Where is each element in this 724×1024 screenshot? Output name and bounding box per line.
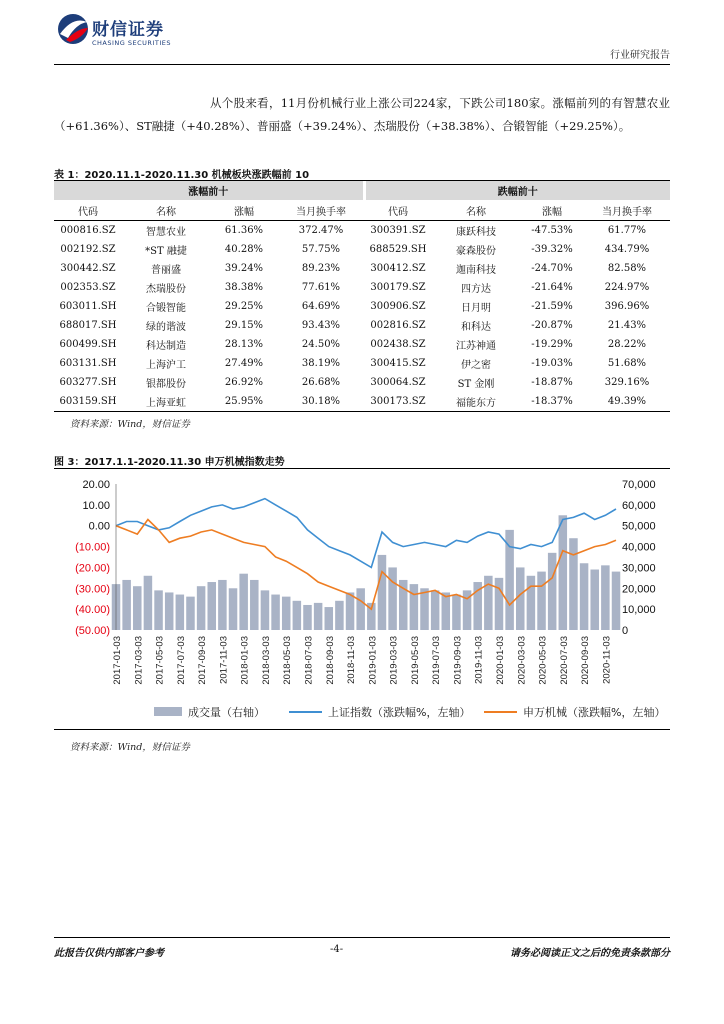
table-cell: 康跃科技 [456, 227, 496, 238]
right-axis-tick: 20,000 [622, 583, 656, 596]
page-number: -4- [330, 944, 344, 955]
volume-bar [144, 576, 153, 630]
table-cell: 603159.SH [54, 392, 122, 412]
table-cell: 300442.SZ [60, 263, 116, 274]
volume-bar [612, 572, 621, 630]
volume-bar [271, 595, 280, 630]
table-cell: 300906.SZ [370, 301, 426, 312]
volume-bar [559, 515, 568, 630]
footer-notice: 请务必阅读正文之后的免责条款部分 [510, 948, 670, 959]
right-axis-tick: 40,000 [622, 541, 656, 554]
table-cell: 64.69% [301, 301, 341, 312]
table-cell: 25.95% [210, 392, 278, 412]
table-cell: 27.49% [224, 358, 264, 369]
volume-bar [133, 586, 142, 630]
volume-bar [207, 582, 216, 630]
volume-bar [410, 584, 419, 630]
volume-bar [197, 586, 206, 630]
x-axis-tick: 2017-07-03 [175, 636, 187, 685]
shanghai-index-line [116, 499, 616, 568]
table-cell: -18.37% [520, 392, 584, 412]
volume-bar [378, 555, 387, 630]
table-cell: 300179.SZ [370, 282, 426, 293]
volume-bar [239, 574, 248, 630]
volume-bar [420, 588, 429, 630]
x-axis-tick: 2018-01-03 [239, 636, 251, 685]
x-axis-tick: 2017-01-03 [112, 636, 123, 685]
table-cell: *ST 融捷 [145, 246, 187, 257]
volume-bar [122, 580, 131, 630]
logo-text: 财信证券 [92, 20, 164, 40]
volume-bar [303, 605, 312, 630]
column-header: 代码 [54, 201, 122, 221]
table-cell: 603131.SH [59, 358, 117, 369]
table-row [54, 354, 670, 373]
ranking-table [54, 181, 670, 412]
table-row [54, 221, 670, 241]
right-axis-tick: 30,000 [622, 562, 656, 575]
legend-label: 成交量（右轴） [188, 706, 265, 719]
table-source: 资料来源：Wind，财信证券 [70, 419, 190, 430]
table-cell: 银都股份 [146, 379, 186, 390]
volume-bar [154, 590, 163, 630]
right-axis-tick: 0 [622, 625, 629, 637]
table-cell: 迦南科技 [456, 265, 496, 276]
table-cell: 51.68% [607, 358, 647, 369]
table-cell: 300415.SZ [370, 358, 426, 369]
table-cell: 29.15% [224, 320, 264, 331]
table-cell: ST 金刚 [457, 379, 495, 390]
table-cell: 89.23% [301, 263, 341, 274]
column-header: 涨幅 [210, 201, 278, 221]
volume-bar [261, 590, 270, 630]
x-axis-tick: 2017-03-03 [133, 636, 145, 685]
table-cell: 28.22% [607, 339, 647, 350]
x-axis-tick: 2017-05-03 [154, 636, 166, 685]
legend-label: 申万机械（涨跌幅%，左轴） [523, 706, 666, 719]
legend-label: 上证指数（涨跌幅%，左轴） [328, 706, 471, 719]
table-cell: -18.87% [531, 377, 573, 388]
figure-bottom-rule [54, 729, 670, 730]
table-cell: 77.61% [301, 282, 341, 293]
volume-bar [229, 588, 238, 630]
x-axis-tick: 2018-11-03 [346, 636, 358, 684]
volume-bar [495, 578, 504, 630]
column-header: 当月换手率 [584, 201, 670, 221]
index-trend-chart [54, 472, 670, 727]
table-cell: 396.96% [604, 301, 650, 312]
table-cell: 002353.SZ [60, 282, 116, 293]
left-axis-tick: (20.00) [75, 562, 110, 575]
left-axis-tick: (50.00) [75, 625, 110, 637]
table-cell: 300391.SZ [370, 225, 426, 236]
x-axis-tick: 2020-01-03 [494, 636, 506, 685]
x-axis-tick: 2019-03-03 [388, 636, 400, 685]
legend-swatch [154, 707, 182, 716]
table-row [54, 373, 670, 392]
table-cell: 28.13% [224, 339, 264, 350]
table-cell: 26.92% [224, 377, 264, 388]
table-cell: -24.70% [531, 263, 573, 274]
gain-group-header: 涨幅前十 [54, 181, 364, 201]
table-row [54, 259, 670, 278]
volume-bar [569, 538, 578, 630]
table-cell: 日月明 [461, 303, 491, 314]
footer-disclaimer: 此报告仅供内部客户参考 [54, 948, 164, 959]
volume-bar [505, 530, 514, 630]
table-cell: 上海沪工 [146, 360, 186, 371]
table-cell: 300412.SZ [370, 263, 426, 274]
figure-source: 资料来源：Wind，财信证券 [70, 742, 190, 753]
column-header: 名称 [432, 201, 520, 221]
table-cell: 40.28% [224, 244, 264, 255]
table-cell: 002816.SZ [370, 320, 426, 331]
x-axis-tick: 2018-07-03 [303, 636, 315, 685]
volume-bar [537, 572, 546, 630]
table-cell: 福能东方 [432, 392, 520, 412]
table-cell: 豪森股份 [456, 246, 496, 257]
x-axis-tick: 2019-05-03 [409, 636, 421, 685]
table-cell: 26.68% [301, 377, 341, 388]
table-cell: 93.43% [301, 320, 341, 331]
table-cell: 002438.SZ [370, 339, 426, 350]
table-cell: 603277.SH [59, 377, 117, 388]
column-header: 代码 [364, 201, 432, 221]
volume-bar [580, 563, 589, 630]
table-cell: -19.29% [531, 339, 573, 350]
left-axis-tick: 20.00 [82, 479, 110, 491]
table-cell: 300064.SZ [370, 377, 426, 388]
volume-bar [325, 607, 334, 630]
column-header: 名称 [122, 201, 210, 221]
table-cell: 29.25% [224, 301, 264, 312]
volume-bar [527, 576, 536, 630]
table-cell: 普丽盛 [151, 265, 181, 276]
table-cell: 四方达 [461, 284, 491, 295]
figure-top-rule [54, 468, 670, 469]
table-cell: 224.97% [604, 282, 650, 293]
volume-bar [548, 553, 557, 630]
table-row [54, 240, 670, 259]
volume-bar [293, 601, 302, 630]
footer-divider [54, 937, 670, 938]
left-axis-tick: 10.00 [82, 499, 110, 512]
right-axis-tick: 70,000 [622, 479, 656, 491]
volume-bar [590, 570, 599, 630]
right-axis-tick: 60,000 [622, 499, 656, 512]
table-cell: 688017.SH [59, 320, 117, 331]
column-header: 涨幅 [520, 201, 584, 221]
volume-bar [442, 592, 451, 630]
table-cell: -19.03% [531, 358, 573, 369]
table-cell: 江苏神通 [456, 341, 496, 352]
table-row [54, 297, 670, 316]
table-cell: 38.19% [301, 358, 341, 369]
right-axis-tick: 50,000 [622, 520, 656, 533]
table-cell: 002192.SZ [60, 244, 116, 255]
x-axis-tick: 2019-07-03 [431, 636, 443, 685]
table-cell: -21.64% [531, 282, 573, 293]
x-axis-tick: 2017-09-03 [197, 636, 209, 685]
volume-bar [356, 588, 365, 630]
x-axis-tick: 2020-07-03 [558, 636, 570, 685]
table-cell: 伊之密 [461, 360, 491, 371]
table-cell: 绿的谐波 [146, 322, 186, 333]
x-axis-tick: 2019-01-03 [367, 636, 379, 685]
table-cell: 上海亚虹 [122, 392, 210, 412]
table-title: 表 1：2020.11.1-2020.11.30 机械板块涨跌幅前 10 [54, 170, 310, 181]
x-axis-tick: 2017-11-03 [218, 636, 230, 684]
table-cell: 合锻智能 [146, 303, 186, 314]
column-header: 当月换手率 [278, 201, 364, 221]
volume-bar [314, 603, 323, 630]
x-axis-tick: 2018-09-03 [324, 636, 336, 685]
table-row [54, 335, 670, 354]
volume-bar [165, 592, 174, 630]
volume-bar [388, 567, 397, 630]
table-cell: 21.43% [607, 320, 647, 331]
volume-bar [186, 597, 195, 630]
table-cell: 24.50% [301, 339, 341, 350]
volume-bar [282, 597, 291, 630]
volume-bar [601, 565, 610, 630]
table-cell: -39.32% [531, 244, 573, 255]
table-cell: 科达制造 [146, 341, 186, 352]
logo-emblem-icon [56, 12, 90, 46]
x-axis-tick: 2018-05-03 [282, 636, 294, 685]
table-cell: 61.77% [607, 225, 647, 236]
table-cell: 49.39% [584, 392, 670, 412]
table-row [54, 316, 670, 335]
volume-bar [218, 580, 227, 630]
left-axis-tick: 0.00 [88, 520, 110, 533]
body-paragraph: 从个股来看，11月份机械行业上涨公司224家，下跌公司180家。涨幅前列的有智慧农业（+61.36%）、ST融捷（+40.28%）、普丽盛（+39.24%）、杰瑞股份（+38.38%）、合锻智能（+29.25%）。 [54, 96, 670, 133]
table-body [54, 221, 670, 412]
x-axis-tick: 2020-11-03 [601, 636, 613, 684]
table-cell: 600499.SH [59, 339, 117, 350]
table-cell: 39.24% [224, 263, 264, 274]
x-axis-tick: 2019-09-03 [452, 636, 464, 685]
table-cell: 603011.SH [59, 301, 117, 312]
table-cell: 000816.SZ [60, 225, 116, 236]
table-cell: -20.87% [531, 320, 573, 331]
table-cell: 329.16% [604, 377, 650, 388]
x-axis-tick: 2019-11-03 [473, 636, 485, 684]
table-cell: 智慧农业 [146, 227, 186, 238]
table-cell: 82.58% [607, 263, 647, 274]
volume-bar [516, 567, 525, 630]
table-row [54, 278, 670, 297]
volume-bar [346, 592, 355, 630]
table-cell: -47.53% [531, 225, 573, 236]
header-divider [54, 64, 670, 65]
volume-bar [431, 590, 440, 630]
logo-subtext: CHASING SECURITIES [92, 39, 171, 47]
table-cell: -21.59% [531, 301, 573, 312]
right-axis-tick: 10,000 [622, 604, 656, 617]
left-axis-tick: (40.00) [75, 604, 110, 617]
left-axis-tick: (10.00) [75, 541, 110, 554]
table-cell: 434.79% [604, 244, 650, 255]
table-cell: 372.47% [298, 225, 344, 236]
volume-bar [250, 580, 259, 630]
table-cell: 61.36% [224, 225, 264, 236]
volume-bar [176, 595, 185, 630]
x-axis-tick: 2020-09-03 [580, 636, 592, 685]
x-axis-tick: 2020-05-03 [537, 636, 549, 685]
left-axis-tick: (30.00) [75, 583, 110, 596]
volume-bar [335, 601, 344, 630]
figure-title: 图 3：2017.1.1-2020.11.30 申万机械指数走势 [54, 457, 285, 468]
table-row [54, 392, 670, 412]
loss-group-header: 跌幅前十 [364, 181, 670, 201]
table-cell: 57.75% [301, 244, 341, 255]
volume-bar [452, 595, 461, 630]
x-axis-tick: 2020-03-03 [516, 636, 528, 685]
table-cell: 300173.SZ [364, 392, 432, 412]
table-cell: 30.18% [278, 392, 364, 412]
table-cell: 和科达 [461, 322, 491, 333]
x-axis-tick: 2018-03-03 [260, 636, 272, 685]
table-cell: 688529.SH [369, 244, 427, 255]
table-cell: 杰瑞股份 [146, 284, 186, 295]
report-type: 行业研究报告 [610, 50, 670, 61]
table-cell: 38.38% [224, 282, 264, 293]
company-logo [56, 12, 206, 52]
